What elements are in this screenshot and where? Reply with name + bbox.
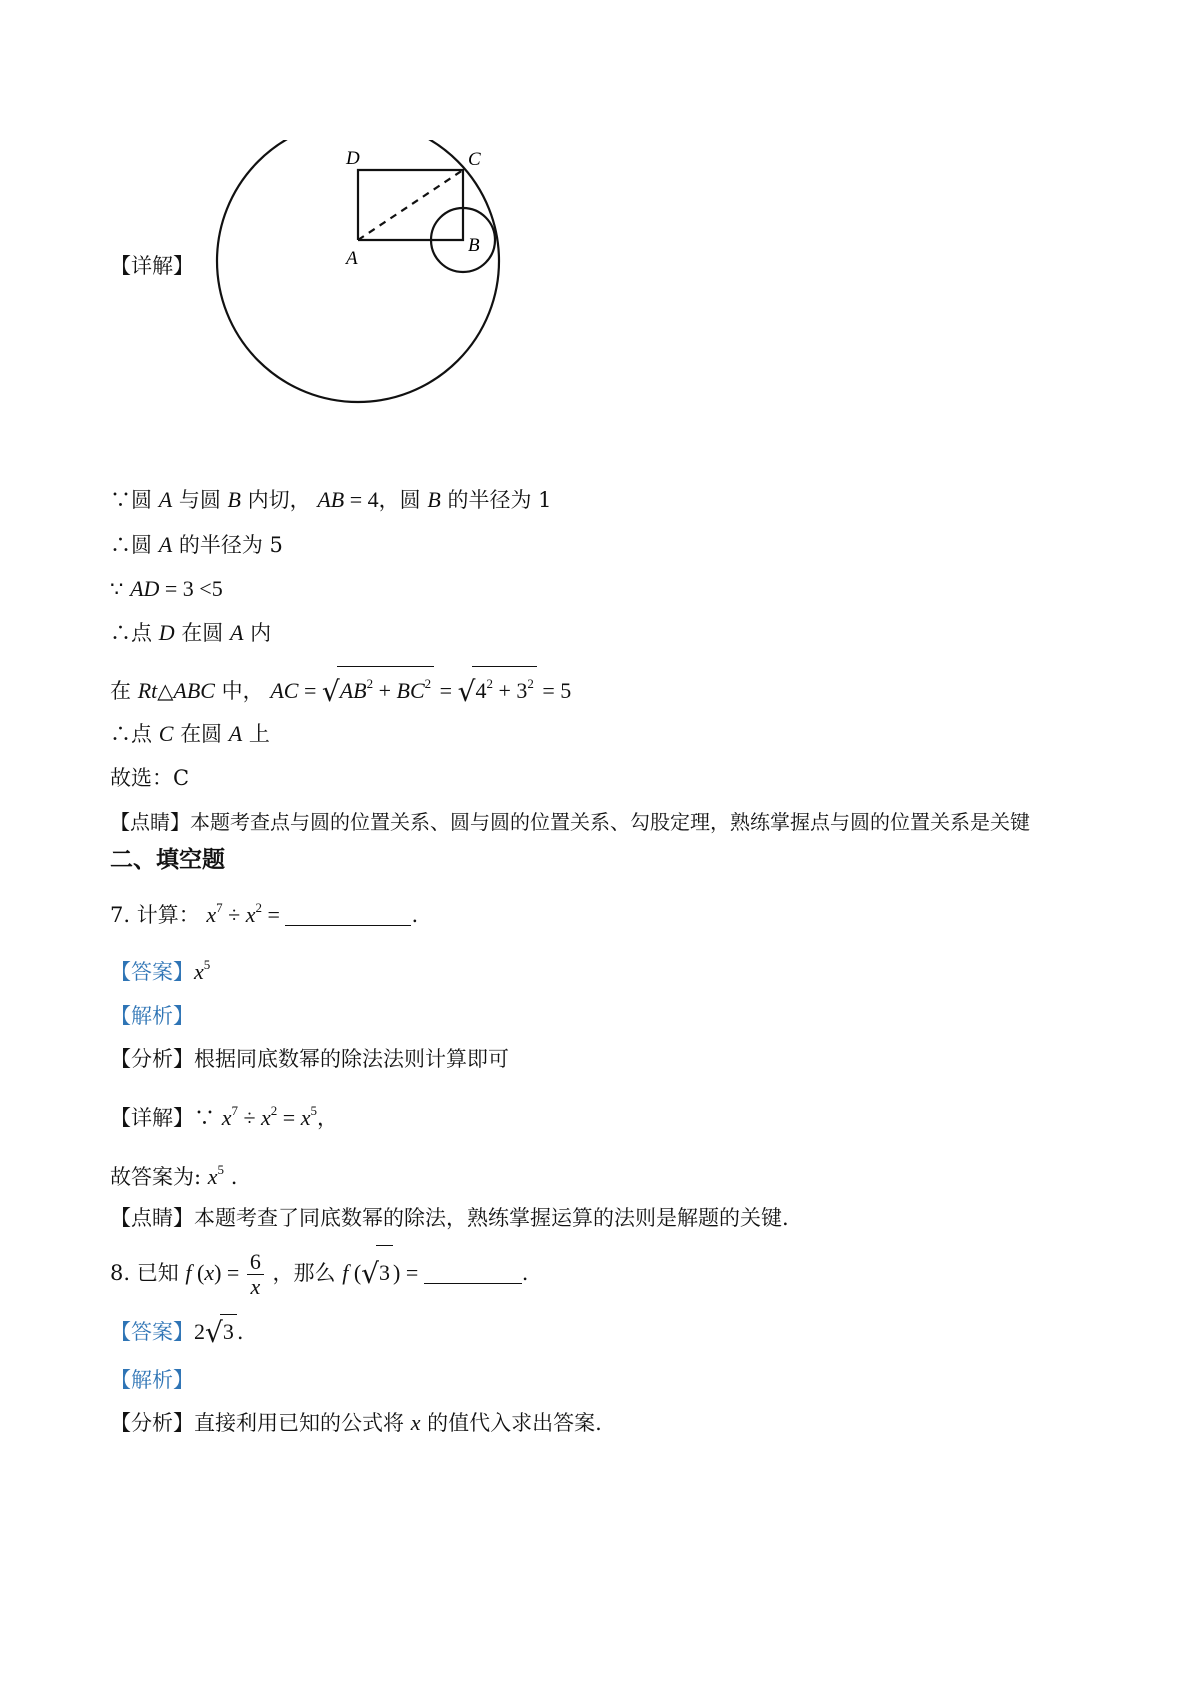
q8-fenxi: 【分析】直接利用已知的公式将 x 的值代入求出答案. (110, 1410, 602, 1435)
q7-answer: 【答案】$x^5$ (110, 957, 211, 984)
detail-label: 【详解】 (110, 254, 194, 278)
solution-note: 【点睛】本题考查点与圆的位置关系、圆与圆的位置关系、勾股定理，熟练掌握点与圆的位置关系是关键 (110, 810, 1030, 834)
solution-choice: 故选：C (110, 766, 190, 790)
point-a-label: A (346, 248, 358, 269)
geometry-figure (210, 140, 530, 440)
sqrt-numeric: $√4^2 + 3^2$ (458, 666, 537, 707)
section-title: 二、填空题 (110, 846, 225, 873)
q8-question: 8. 已知 f (x) = $\frac{6}{x}$ ，那么 f (√3 ) = . (110, 1245, 528, 1299)
q8-analysis-tag: 【解析】 (110, 1368, 194, 1392)
point-b-label: B (468, 235, 480, 256)
q8-fraction: $\frac{6}{x}$ (247, 1250, 264, 1299)
solution-line-5: 在 Rt△ABC 中， AC = $√AB^2 + BC^2 = √4^2 + 3^2 = 5$ (110, 666, 571, 707)
diagonal-ac (358, 170, 463, 240)
q7-note: 【点睛】本题考查了同底数幂的除法，熟练掌握运算的法则是解题的关键. (110, 1206, 789, 1230)
q8-answer-sqrt: √3 (205, 1314, 237, 1348)
q8-answer-blank[interactable] (424, 1261, 522, 1284)
q7-fenxi: 【分析】根据同底数幂的除法法则计算即可 (110, 1047, 509, 1071)
solution-line-3: ∵ AD = 3 <5 (110, 576, 223, 601)
point-d-label: D (346, 148, 360, 169)
q8-sqrt: √3 (361, 1245, 393, 1299)
point-c-label: C (468, 149, 481, 170)
q7-question: 7. 计算： $x^7 \div x^2$ = . (110, 900, 419, 927)
solution-line-1: ∵圆 A 与圆 B 内切， AB = 4，圆 B 的半径为 1 (110, 487, 552, 512)
solution-line-6: ∴点 C 在圆 A 上 (110, 721, 270, 746)
solution-line-4: ∴点 D 在圆 A 内 (110, 620, 272, 645)
q7-detail: 【详解】∵ $x^7 \div x^2 = x^5$， (110, 1103, 338, 1130)
q8-answer: 【答案】2√3 . (110, 1316, 244, 1349)
solution-line-2: ∴圆 A 的半径为 5 (110, 532, 283, 557)
sqrt-ab-bc: $√AB^2 + BC^2$ (322, 666, 434, 707)
q7-analysis-tag: 【解析】 (110, 1004, 194, 1028)
q7-final: 故答案为: $x^5$ . (110, 1162, 238, 1189)
q7-answer-blank[interactable] (285, 903, 411, 926)
